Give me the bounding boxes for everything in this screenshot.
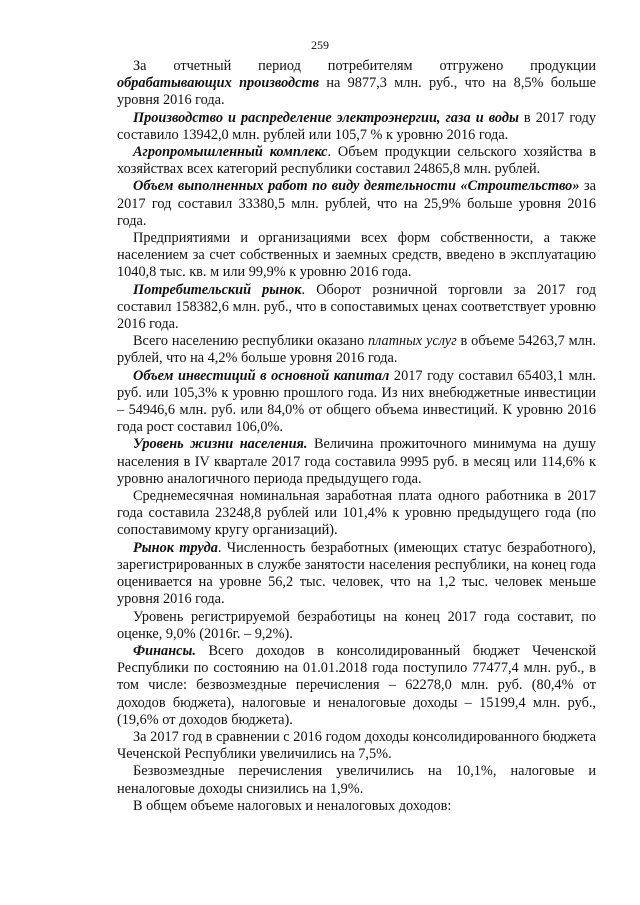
section-heading: Финансы. [133, 642, 196, 659]
paragraph-text: . Численность безработных (имеющих статус безработного), зарегистрированных в службе занятости населения республики, на конец года оценивается на уровне 56,2 тыс. человек, что на 1,2 тыс. человек меньше уровня 2016 года. [117, 539, 596, 608]
paragraph [117, 368, 596, 437]
paragraph [117, 488, 596, 540]
paragraph [117, 729, 596, 763]
paragraph [117, 178, 596, 230]
paragraph [117, 282, 596, 334]
paragraph [117, 763, 596, 797]
section-heading: Производство и распределение электроэнергии, газа и воды [133, 109, 519, 126]
paragraph-text: Величина прожиточного минимума на душу населения в IV квартале 2017 года составила 9995 руб. в месяц или 114,6% к уровню аналогичного периода предыдущего года. [117, 436, 596, 487]
paragraph-text: в 2017 году составило 13942,0 млн. рублей или 105,7 % к уровню 2016 года. [117, 109, 596, 143]
paragraph [117, 144, 596, 178]
paragraph-text: За 2017 год в сравнении с 2016 годом доходы консолидированного бюджета Чеченской Республики увеличились на 7,5%. [117, 728, 596, 763]
paragraph-text: за 2017 год составил 33380,5 млн. рублей, что на 25,9% больше уровня 2016 года. [117, 178, 596, 229]
document-body [117, 58, 596, 815]
section-heading: Уровень жизни населения. [133, 436, 308, 453]
emphasis-text: платных услуг [368, 333, 457, 350]
section-heading: Объем инвестиций в основной капитал [133, 367, 390, 384]
paragraph-text: в объеме 54263,7 млн. рублей, что на 4,2% больше уровня 2016 года. [117, 333, 596, 367]
paragraph-text: За отчетный период потребителям отгружено продукции [133, 58, 596, 74]
paragraph-text: на 9877,3 млн. руб., что на 8,5% больше уровня 2016 года. [117, 75, 597, 109]
paragraph-text: Всего населению республики оказано [133, 333, 368, 350]
paragraph [117, 333, 596, 367]
paragraph [117, 110, 596, 144]
paragraph-text: В общем объеме налоговых и неналоговых доходов: [133, 797, 452, 814]
paragraph-text: Безвозмездные перечисления увеличились на 10,1%, налоговые и неналоговые доходы снизились на 1,9%. [117, 763, 596, 797]
paragraph [117, 540, 596, 609]
section-heading: Потребительский рынок [133, 281, 302, 298]
paragraph [117, 798, 596, 815]
section-heading: Агропромышленный комплекс [133, 144, 328, 161]
paragraph-text: Всего доходов в консолидированный бюджет Чеченской Республики по состоянию на 01.01.2018 года поступило 77477,4 млн. руб., в том числе: безвозмездные перечисления – 62278,0 млн. руб. (80,4% от доходов бюджета), налоговые и неналоговые доходы – 15199,4 млн. руб., (19,6% от доходов бюджета). [117, 642, 596, 728]
paragraph [117, 58, 596, 110]
paragraph-text: . Оборот розничной торговли за 2017 год составил 158382,6 млн. руб., что в сопоставимых ценах соответствует уровню 2016 года. [117, 281, 596, 333]
section-heading: Рынок труда [133, 539, 218, 556]
section-heading: Объем выполненных работ по виду деятельности «Строительство» [133, 178, 580, 195]
page-number: 259 [311, 38, 329, 52]
paragraph-text: Уровень регистрируемой безработицы на конец 2017 года составит, по оценке, 9,0% (2016г. – 9,2%). [117, 608, 596, 642]
paragraph-text: Среднемесячная номинальная заработная плата одного работника в 2017 года составила 23248,8 рублей или 101,4% к уровню предыдущего года (по сопоставимому кругу организаций). [117, 488, 596, 539]
paragraph [117, 643, 596, 729]
paragraph-text: Предприятиями и организациями всех форм собственности, а также населением за счет собственных и заемных средств, введено в эксплуатацию 1040,8 тыс. кв. м или 99,9% к уровню 2016 года. [117, 230, 596, 281]
paragraph-text: . Объем продукции сельского хозяйства в хозяйствах всех категорий республики составил 24865,8 млн. рублей. [117, 144, 596, 178]
paragraph [117, 436, 596, 488]
section-heading: обрабатывающих производств [117, 75, 319, 92]
paragraph [117, 230, 596, 282]
paragraph [117, 609, 596, 643]
paragraph-text: 2017 году составил 65403,1 млн. руб. или 105,3% к уровню прошлого года. Из них внебюджетные инвестиции – 54946,6 млн. руб. или 84,0% от общего объема инвестиций. К уровню 2016 года рост составил 106,0%. [117, 367, 596, 436]
